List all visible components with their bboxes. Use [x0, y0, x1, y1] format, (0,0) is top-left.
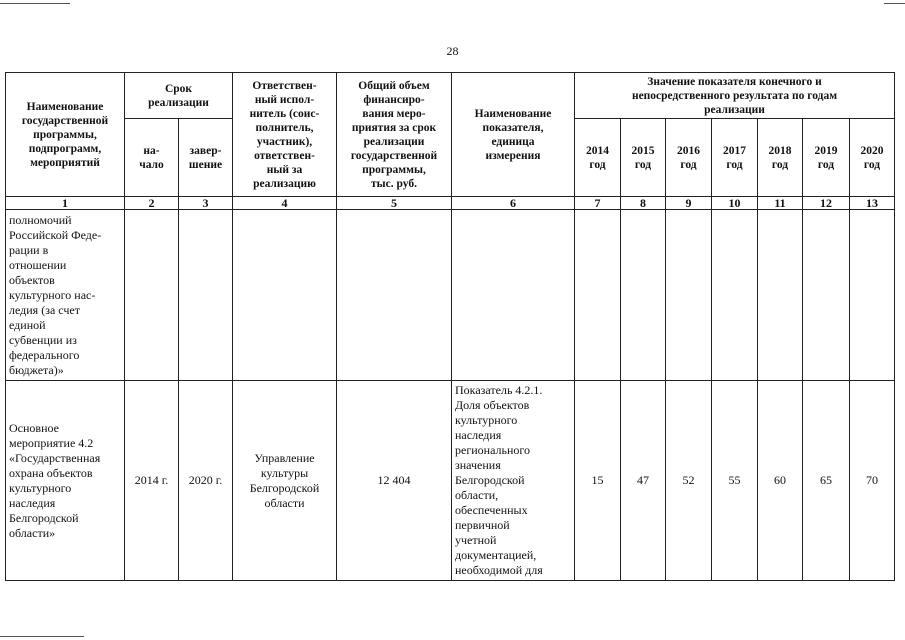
header-start: на- чало [125, 119, 179, 197]
column-number: 2 [125, 197, 179, 210]
row-value-2020: 70 [850, 381, 895, 581]
page-number: 28 [446, 44, 459, 58]
column-number: 6 [452, 197, 575, 210]
row-indicator [452, 210, 575, 381]
row-value-2019 [803, 210, 850, 381]
top-right-scan-line [884, 3, 905, 4]
column-number: 4 [233, 197, 337, 210]
row-financing: 12 404 [337, 381, 452, 581]
header-year-2016: 2016 год [666, 119, 712, 197]
header-year-2020: 2020 год [850, 119, 895, 197]
column-number: 8 [621, 197, 666, 210]
header-year-2017: 2017 год [712, 119, 758, 197]
row-financing [337, 210, 452, 381]
row-indicator: Показатель 4.2.1. Доля объектов культурного наследия регионального значения Белгородской области, обеспеченных первичной учетной документацией, необходимой для [452, 381, 575, 581]
column-number: 3 [179, 197, 233, 210]
row-start: 2014 г. [125, 381, 179, 581]
row-value-2016: 52 [666, 381, 712, 581]
header-year-2014: 2014 год [575, 119, 621, 197]
row-value-2017 [712, 210, 758, 381]
header-year-2019: 2019 год [803, 119, 850, 197]
column-number: 7 [575, 197, 621, 210]
row-program-name: Основное мероприятие 4.2 «Государственная охрана объектов культурного наследия Белгородской области» [6, 381, 125, 581]
row-value-2014 [575, 210, 621, 381]
row-value-2014: 15 [575, 381, 621, 581]
header-term: Срок реализации [125, 73, 233, 119]
header-responsible: Ответствен- ный испол- нитель (соис- полнитель, участник), ответствен- ный за реализацию [233, 73, 337, 197]
column-number: 1 [6, 197, 125, 210]
row-value-2018 [758, 210, 803, 381]
row-value-2016 [666, 210, 712, 381]
row-program-name: полномочий Российской Феде- рации в отношении объектов культурного нас- ледия (за счет единой субвенции из федерального бюджета)» [6, 210, 125, 381]
header-financing: Общий объем финансиро- вания меро- приятия за срок реализации государственной программы, тыс. руб. [337, 73, 452, 197]
column-number: 5 [337, 197, 452, 210]
header-end: завер- шение [179, 119, 233, 197]
header-program-name: Наименование государственной программы, подпрограмм, мероприятий [6, 73, 125, 197]
row-value-2015: 47 [621, 381, 666, 581]
row-value-2019: 65 [803, 381, 850, 581]
column-number: 12 [803, 197, 850, 210]
column-number: 13 [850, 197, 895, 210]
row-end [179, 210, 233, 381]
column-number: 9 [666, 197, 712, 210]
header-year-2018: 2018 год [758, 119, 803, 197]
row-responsible: Управление культуры Белгородской области [233, 381, 337, 581]
column-number-row [6, 197, 895, 210]
bottom-left-scan-line [0, 636, 84, 637]
row-value-2020 [850, 210, 895, 381]
row-value-2018: 60 [758, 381, 803, 581]
row-responsible [233, 210, 337, 381]
row-start [125, 210, 179, 381]
row-end: 2020 г. [179, 381, 233, 581]
table-row [6, 381, 895, 581]
column-number: 10 [712, 197, 758, 210]
header-values-by-year: Значение показателя конечного и непосредственного результата по годам реализации [575, 73, 895, 119]
header-year-2015: 2015 год [621, 119, 666, 197]
program-table [5, 72, 895, 581]
row-value-2017: 55 [712, 381, 758, 581]
header-indicator: Наименование показателя, единица измерения [452, 73, 575, 197]
row-value-2015 [621, 210, 666, 381]
table-row [6, 210, 895, 381]
top-left-scan-line [0, 3, 70, 4]
column-number: 11 [758, 197, 803, 210]
